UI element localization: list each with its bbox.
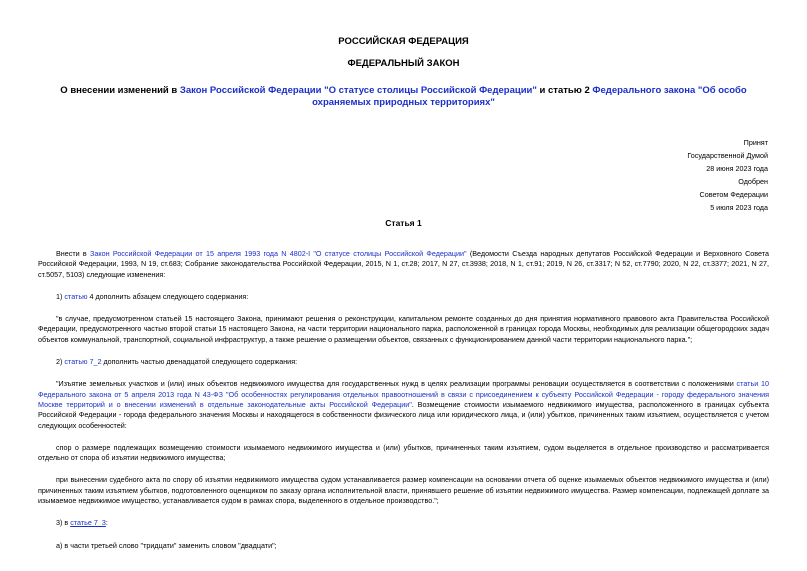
item-3a: а) в части третьей слово "тридцати" заменить словом "двадцати"; xyxy=(56,540,277,550)
intro-rest: (Ведомости Съезда народных депутатов Российской Федерации и Верховного Совета Российской Федерации, 1993, N 19, ст.683; Собрание законодательства Российской Федерации, 2015, N 1, ст.28; 2017, N 27, ст.3938; 2018, N 1, ст.91; 2019, N 26, ст.3317; N 52, ст.7790; 2020, N 22, ст.3377; 2021, N 27, ст.5057, 5103) следующие изменения: xyxy=(38,249,769,279)
article-body xyxy=(38,249,769,551)
approved-by: Советом Федерации xyxy=(699,190,768,199)
quote-2-rest: . Возмещение стоимости изымаемого недвижимого имущества, расположенного в границах субъекта Российской Федерации - города федерального значения Москвы и находящегося в собственности физического лица или юридического лица, и (или) убытков, причиненных таким изъятием, осуществляется с учетом следующих особенностей: xyxy=(38,399,769,430)
adoption-block xyxy=(687,138,768,213)
dispute-paragraph: спор о размере подлежащих возмещению стоимости изымаемого недвижимого имущества и (или) убытков, причиненных таким изъятием, судом выделяется в отдельное производство и рассматривается отдельно от спора об изъятии недвижимого имущества; xyxy=(38,442,769,463)
approved-label: Одобрен xyxy=(738,177,768,186)
item-1-number: 1) xyxy=(56,291,65,301)
quote-2 xyxy=(38,379,769,430)
law-type-heading: ФЕДЕРАЛЬНЫЙ ЗАКОН xyxy=(347,58,460,69)
item-3-link[interactable]: статье 7_3 xyxy=(70,518,106,528)
item-2 xyxy=(38,357,769,367)
item-1-link[interactable]: статью xyxy=(64,291,88,301)
approved-date: 5 июля 2023 года xyxy=(710,203,768,212)
article-heading: Статья 1 xyxy=(385,218,422,228)
item-2-rest: дополнить частью двенадцатой следующего содержания: xyxy=(101,357,298,367)
title-prefix: О внесении изменений в xyxy=(60,85,180,96)
accepted-by: Государственной Думой xyxy=(687,151,768,160)
item-2-number: 2) xyxy=(56,357,65,367)
accepted-date: 28 июня 2023 года xyxy=(706,164,768,173)
intro-paragraph xyxy=(38,249,769,280)
item-2-link[interactable]: статью 7_2 xyxy=(64,357,102,367)
law-title xyxy=(40,85,767,109)
item-3 xyxy=(38,518,769,528)
item-3-number: 3) в xyxy=(56,518,71,528)
quote-1: "в случае, предусмотренном статьей 15 настоящего Закона, принимают решения о реконструкции, капитальном ремонте созданных до дня принятия нормативного правового акта Правительства Российской Федерации, предусмотренного частью второй статьи 15 настоящего Закона, на части территории национального парка, расположенной в границах города Москвы, необходимых для реализации общегородских задач объектов коммунальной, транспортной, социальной инфраструктур, а также решение о размещении объектов, связанных с функционированием данной части территории национального парка."; xyxy=(38,314,769,344)
quote-2-link[interactable]: статьи 10 Федерального закона от 5 апреля 2013 года N 43-ФЗ "Об особенностях регулирования отдельных правоотношений в связи с присоединением к субъекту Российской Федерации - городу федерального значения Москве территорий и о внесении изменений в отдельные законодательные акты Российской Федерации" xyxy=(38,379,770,409)
federation-heading: РОССИЙСКАЯ ФЕДЕРАЦИЯ xyxy=(338,36,469,47)
accepted-label: Принят xyxy=(743,138,768,147)
title-link-protected-areas-law[interactable]: Федерального закона "Об особо охраняемых природных территориях" xyxy=(312,85,747,108)
title-link-capital-status-law[interactable]: Закон Российской Федерации "О статусе столицы Российской Федерации" xyxy=(179,85,537,96)
intro-prefix: Внести в xyxy=(56,249,91,258)
item-1-rest: 4 дополнить абзацем следующего содержания: xyxy=(87,291,249,301)
court-paragraph: при вынесении судебного акта по спору об изъятии недвижимого имущества судом устанавливается размер компенсации на основании отчета об оценке изымаемых объектов недвижимого имущества и (или) причиненных таким изъятием убытков, подготовленного оценщиком по заказу органа исполнительной власти, принявшего решение об изъятии недвижимого имущества. Размер компенсации, подлежащей доплате за изымаемое недвижимое имущество, устанавливается судом в рамках спора, выделенного в отдельное производство."; xyxy=(38,475,769,506)
item-1 xyxy=(38,292,769,302)
quote-2-prefix: "Изъятие земельных участков и (или) иных объектов недвижимого имущества для государственных нужд в целях реализации программы реновации осуществляется в соответствии с положениями xyxy=(56,379,737,389)
intro-law-link[interactable]: Закон Российской Федерации от 15 апреля 1993 года N 4802-I "О статусе столицы Российской Федерации" xyxy=(90,249,467,258)
item-3-rest: : xyxy=(105,518,108,528)
title-middle: и статью 2 xyxy=(536,85,593,96)
